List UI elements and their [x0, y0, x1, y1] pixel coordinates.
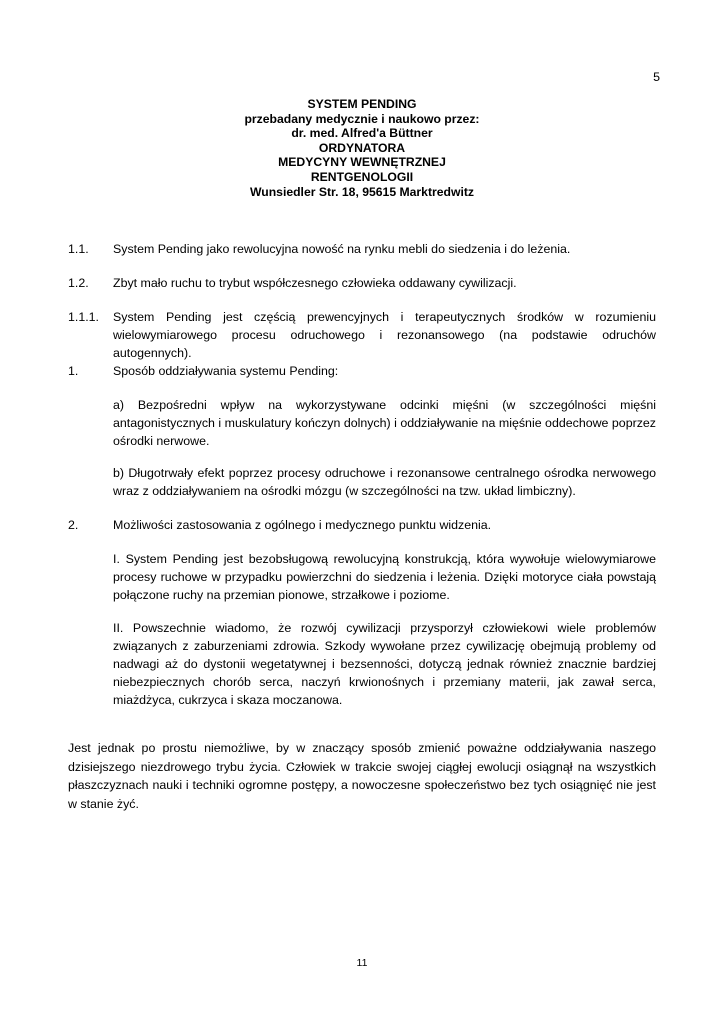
section-1-1	[68, 240, 656, 258]
section-number: 1.1.	[68, 242, 89, 256]
section-number: 1.2.	[68, 276, 89, 290]
header-address: Wunsiedler Str. 18, 95615 Marktredwitz	[250, 184, 474, 199]
paragraph-1b: b) Długotrwały efekt poprzez procesy odruchowe i rezonansowe centralnego ośrodka nerwowego wraz z oddziaływaniem na ośrodki mózgu (w szczególności na tzw. układ limbiczny).	[113, 466, 656, 498]
section-1-2	[68, 274, 656, 292]
header-title: SYSTEM PENDING	[307, 97, 417, 111]
section-text: System Pending jest częścią prewencyjnych i terapeutycznych środków w rozumieniu wielowymiarowego procesu odruchowego i rezonansowego (na podstawie odruchów autogennych).	[113, 310, 656, 360]
document-header	[0, 97, 724, 199]
section-number: 2.	[68, 518, 79, 532]
paragraph-1a: a) Bezpośredni wpływ na wykorzystywane odcinki mięśni (w szczególności mięśni antagonistycznych i muskulatury kończyn dolnych) i oddziaływanie na mięśnie oddechowe poprzez ośrodki nerwowe.	[113, 398, 656, 448]
section-text: Możliwości zastosowania z ogólnego i medycznego punktu widzenia.	[113, 518, 492, 532]
header-line: dr. med. Alfred'a Büttner	[291, 126, 433, 141]
header-line: MEDYCYNY WEWNĘTRZNEJ	[278, 155, 446, 170]
header-line: przebadany medycznie i naukowo przez:	[244, 111, 480, 126]
section-1-1-1	[68, 308, 656, 362]
section-text: Zbyt mało ruchu to trybut współczesnego człowieka oddawany cywilizacji.	[113, 276, 517, 290]
page-number-top: 5	[653, 70, 660, 84]
paragraph-2-ii: II. Powszechnie wiadomo, że rozwój cywilizacji przysporzył człowiekowi wiele problemów związanych z zaburzeniami zdrowia. Szkody wywołane przez cywilizację obejmują problemy od nadwagi aż do dystonii wegetatywnej i bezsenności, dotyczą jednak również znacznie bardziej niebezpiecznych chorób serca, naczyń krwionośnych i przemiany materii, jak zawał serca, miażdżyca, cukrzyca i skaza moczanowa.	[113, 621, 656, 707]
closing-paragraph: Jest jednak po prostu niemożliwe, by w znaczący sposób zmienić poważne oddziaływania naszego dzisiejszego niezdrowego trybu życia. Człowiek w trakcie swojej ciągłej ewolucji osiągnął na wszystkich płaszczyznach nauki i techniki ogromne postępy, a nowoczesne społeczeństwo bez tych osiągnięć nie jest w stanie żyć.	[68, 741, 656, 811]
section-text: System Pending jako rewolucyjna nowość na rynku mebli do siedzenia i do leżenia.	[113, 242, 571, 256]
section-2	[68, 516, 656, 534]
section-1	[68, 362, 656, 380]
section-number: 1.	[68, 364, 79, 378]
header-line: RENTGENOLOGII	[310, 169, 414, 184]
page-number-bottom: 11	[356, 957, 368, 969]
section-text: Sposób oddziaływania systemu Pending:	[113, 364, 339, 378]
section-number: 1.1.1.	[68, 310, 100, 324]
header-line: ORDYNATORA	[318, 140, 406, 155]
paragraph-2-i: I. System Pending jest bezobsługową rewolucyjną konstrukcją, która wywołuje wielowymiarowe procesy ruchowe w przypadku powierzchni do siedzenia i leżenia. Dzięki motoryce ciała powstają połączone ruchy na przemian pionowe, strzałkowe i poziome.	[113, 552, 656, 602]
